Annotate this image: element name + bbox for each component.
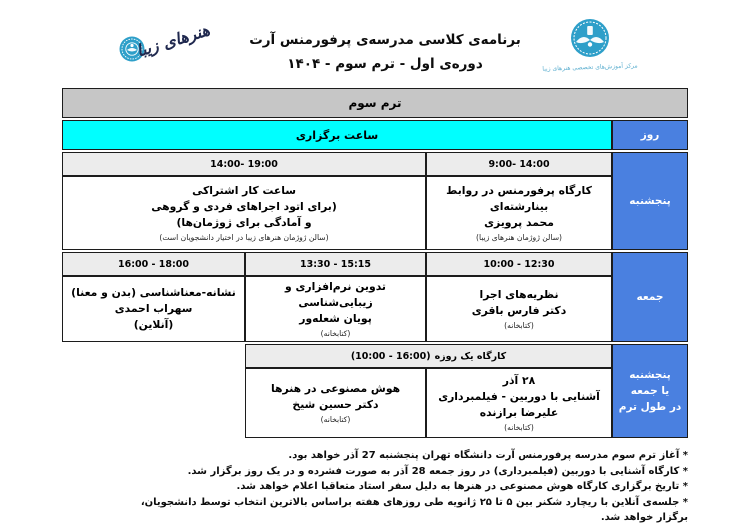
instructor-name: سهراب احمدی [114,301,193,315]
class-title: هوش مصنوعی در هنرها [270,381,401,395]
oneday-slot2-cell [245,368,426,438]
friday-slot2-time: 13:30 - 15:15 [245,252,426,276]
venue-note: (کتابخانه) [504,423,534,433]
friday-slot3-time: 16:00 - 18:00 [62,252,245,276]
fine-arts-logo [113,20,223,84]
day-cell-friday: جمعه [612,252,688,342]
venue-note: (آنلاین) [133,318,174,332]
friday-slot2-cell [245,276,426,342]
note-line: * تاریخ برگزاری کارگاه هوش مصنوعی در هنرها به دلیل سفر استاد متعاقبا اعلام خواهد شد. [236,481,688,493]
class-detail: (برای اتود اجراهای فردی و گروهی [151,199,337,213]
class-title: آشنایی با دوربین - فیلمبرداری [438,389,600,403]
day-line: پنجشنبه [629,368,671,381]
title-line-1: برنامه‌ی کلاسی مدرسه‌ی پرفورمنس آرت [249,32,521,48]
venue-note: (کتابخانه) [320,329,351,339]
class-title: تدوین نرم‌افزاری و زیبایی‌شناسی [285,279,386,309]
note-line: * جلسه‌ی آنلاین با ریچارد شکنر بین ۵ تا ۲۵ ژانویه طی روزهای هفته براساس بالاترین انتخاب توسط دانشجویان، برگزار خواهد شد. [140,496,688,524]
fine-arts-calligraphy: هنرهای زیبا [134,20,212,61]
time-header-cell: ساعت برگزاری [62,120,612,150]
title-line-2: دوره‌ی اول - ترم سوم - ۱۴۰۴ [287,56,483,73]
venue-note: (کتابخانه) [504,320,534,330]
thursday-slot2-cell [62,176,426,250]
instructor-name: علیرضا برازنده [479,405,559,419]
venue-note: (کتابخانه) [320,414,351,424]
class-title: ساعت کار اشتراکی [192,183,296,197]
venue-note: (سالن ژوژمان هنرهای زیبا در اختیار دانشجویان است) [159,233,329,243]
note-line: * آغاز ترم سوم مدرسه پرفورمنس آرت دانشگاه تهران پنجشنبه 27 آذر خواهد بود. [288,450,688,461]
class-title: نشانه-معناشناسی (بدن و معنا) [71,285,236,299]
university-of-tehran-seal-icon [570,18,610,58]
footnotes [128,448,688,526]
note-line: * کارگاه آشنایی با دوربین (فیلمبرداری) در روز جمعه 28 آذر به صورت فشرده و در یک روز برگزار شد. [187,465,688,477]
day-header-cell: روز [612,120,688,150]
term-header-cell: ترم سوم [62,88,688,118]
class-date: ۲۸ آذر [502,373,536,387]
day-line: یا جمعه [630,384,670,397]
thursday-slot1-cell [426,176,612,250]
oneday-workshop-title: کارگاه یک روزه [434,350,507,362]
university-logo [540,18,640,71]
class-title: نظریه‌های اجرا [479,287,559,301]
friday-slot1-cell [426,276,612,342]
oneday-workshop-time: (10:00 - 16:00) [350,350,431,362]
instructor-name: دکتر فارس باقری [471,303,567,317]
oneday-slot1-cell [426,368,612,438]
day-line: در طول ترم [618,401,682,414]
instructor-name: محمد پرویزی [484,215,554,229]
thursday-slot2-time: 14:00- 19:00 [62,152,426,176]
oneday-workshop-header [245,344,612,368]
instructor-name: دکتر حسین شیخ [292,397,379,411]
class-detail: و آمادگی برای ژوژمان‌ها) [176,215,312,229]
day-cell-oneday [612,344,688,438]
friday-slot1-time: 10:00 - 12:30 [426,252,612,276]
instructor-name: پویان شعله‌ور [299,311,372,325]
day-cell-thursday: پنجشنبه [612,152,688,250]
class-title: کارگاه پرفورمنس در روابط بینارشته‌ای [446,183,592,213]
venue-note: (سالن ژوژمان هنرهای زیبا) [475,233,563,243]
thursday-slot1-time: 9:00- 14:00 [426,152,612,176]
friday-slot3-cell [62,276,245,342]
university-logo-caption: مرکز آموزش‌های تخصصی هنرهای زیبا [542,62,638,73]
page-title [225,28,545,77]
